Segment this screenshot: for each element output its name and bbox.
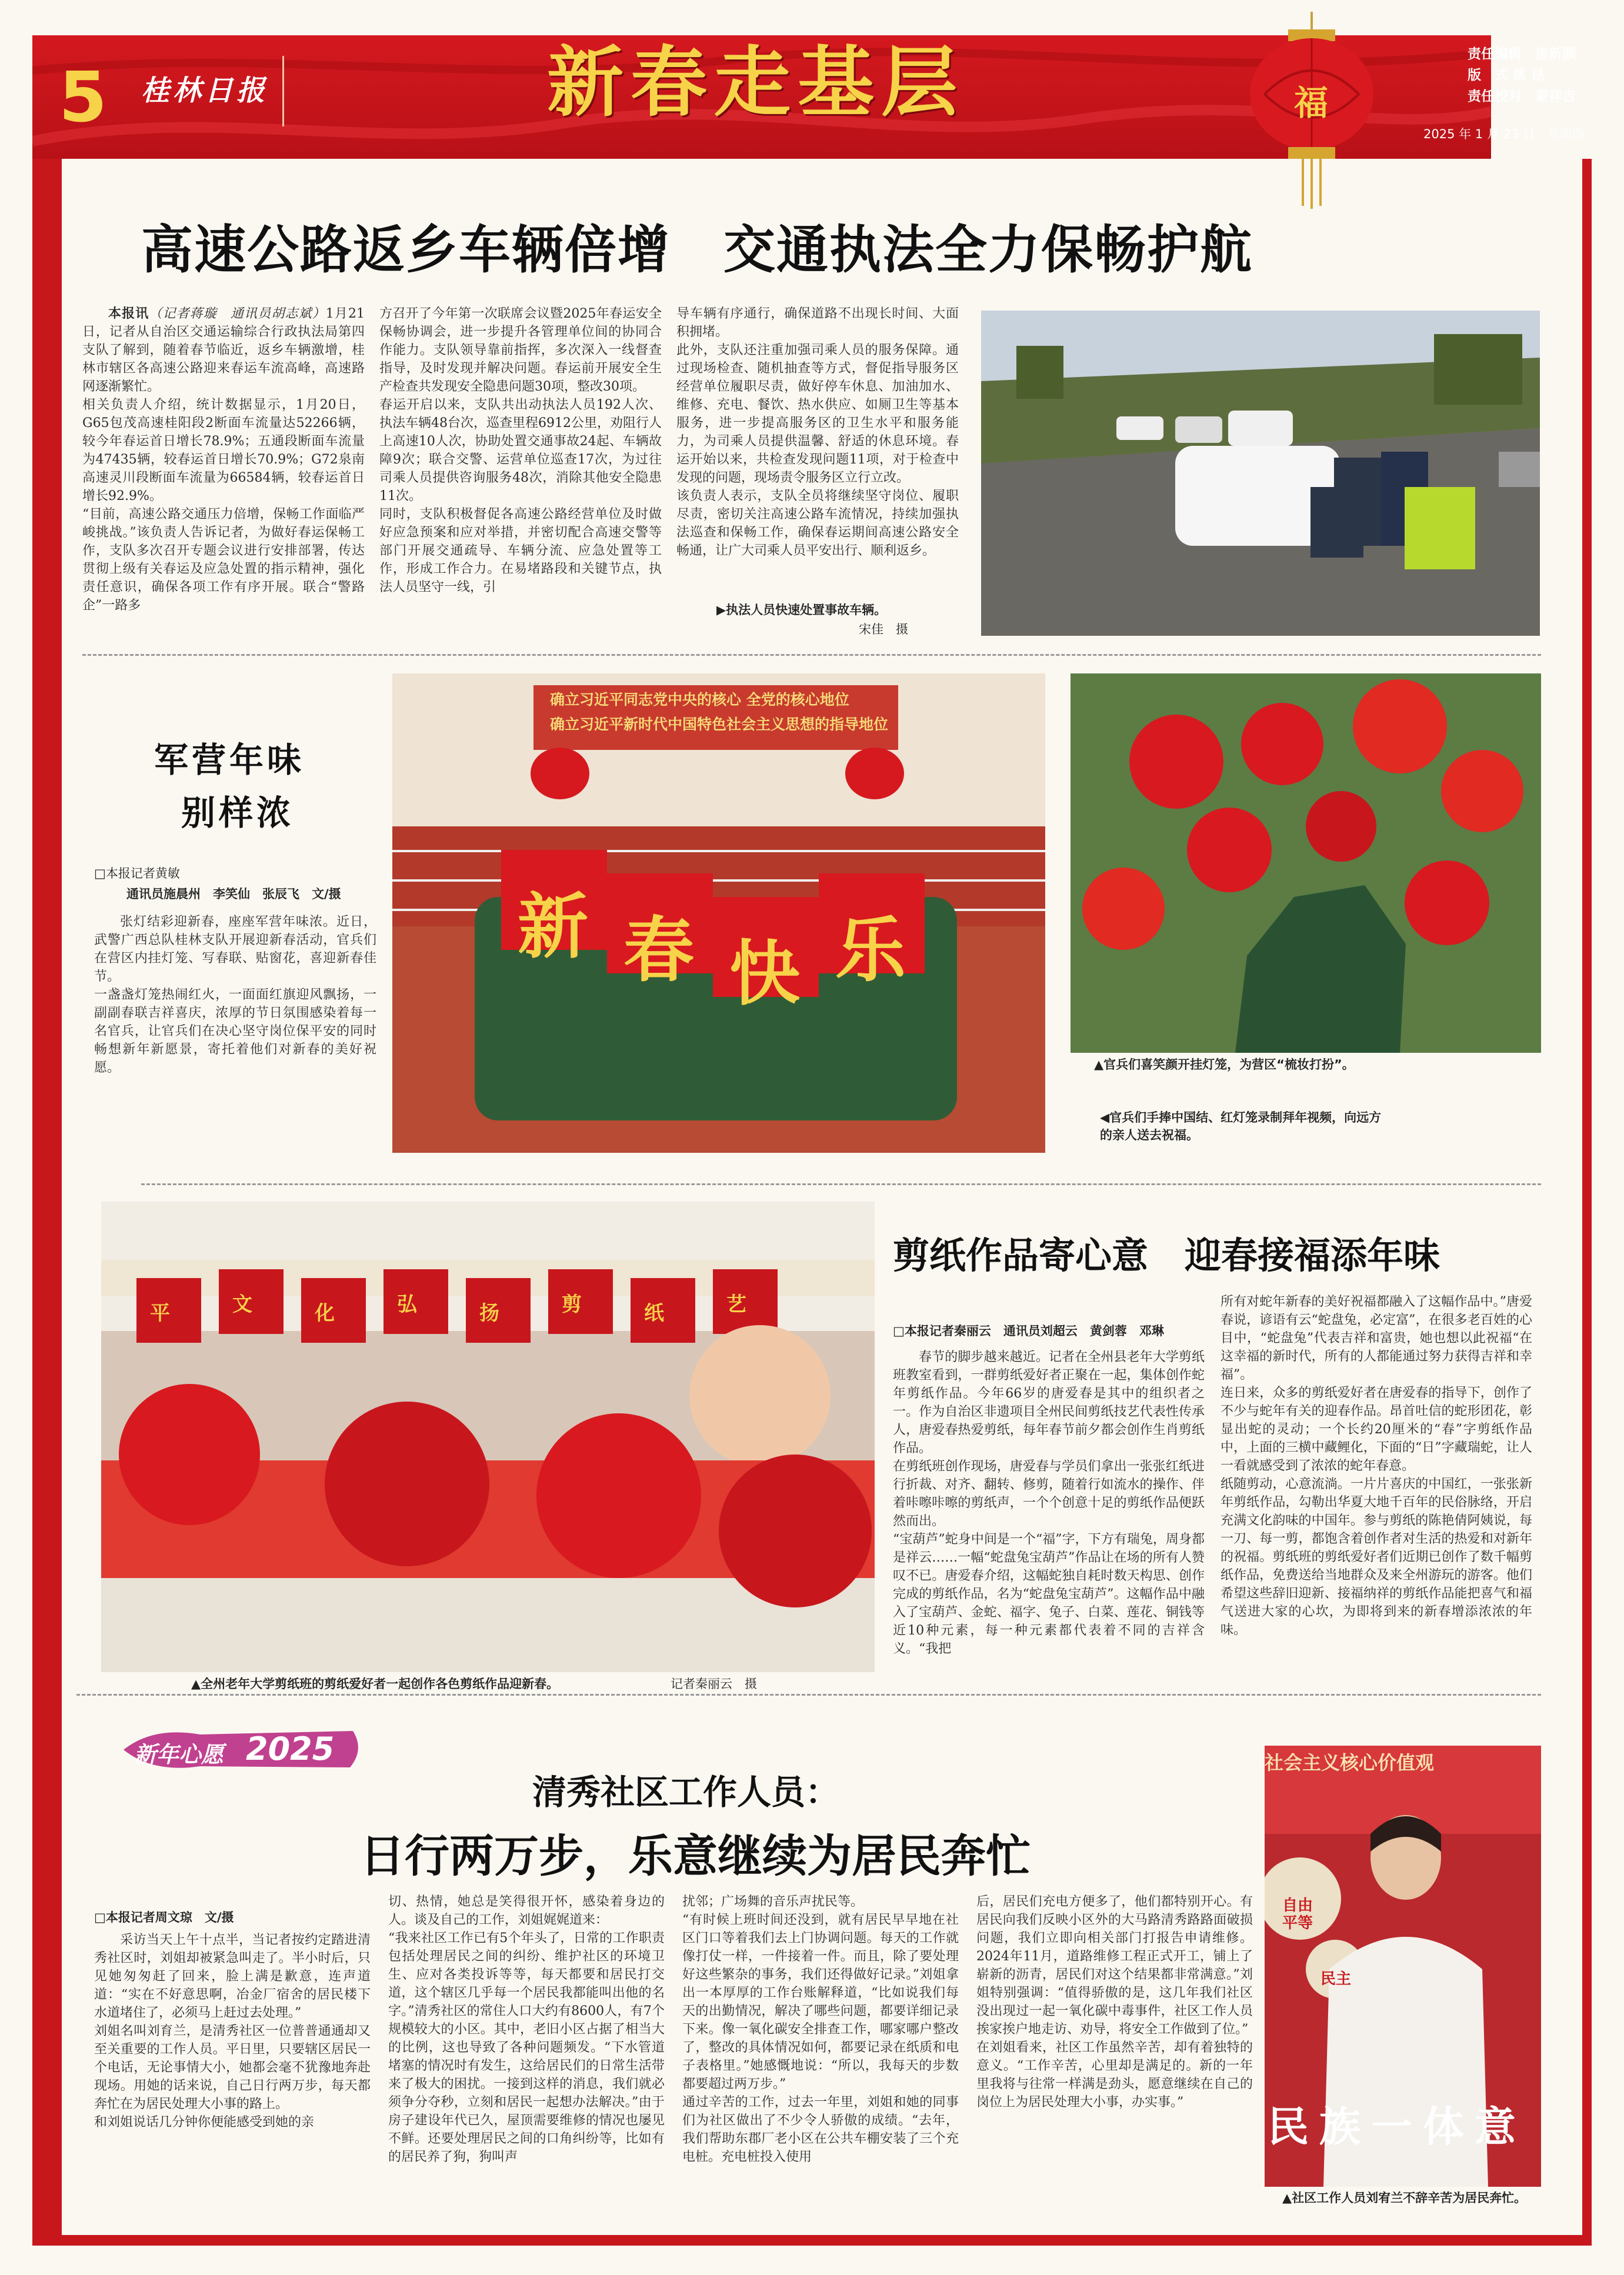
article2-title-line2: 别样浓 (181, 793, 295, 833)
article2-caption-right: ▲官兵们喜笑颜开挂灯笼，为营区“梳妆打扮”。 (1094, 1058, 1355, 1072)
article1-lead-byline: （记者蒋璇 通讯员胡志斌） (149, 306, 326, 321)
photo-badge-2: 民主 (1320, 1970, 1352, 1988)
article1-headline: 高速公路返乡车辆倍增 交通执法全力保畅护航 (141, 219, 1253, 280)
page-number: 5 (59, 56, 108, 138)
article4-byline: □本报记者周文琼 文/摄 (94, 1910, 234, 1924)
military-photo-main (392, 673, 1045, 1153)
page-border-left (32, 159, 62, 2235)
article3-headline: 剪纸作品寄心意 迎春接福添年味 (893, 1234, 1440, 1277)
article1-photo-caption: ▶执法人员快速处置事故车辆。 (716, 603, 887, 617)
article3-photo-credit: 记者秦丽云 摄 (671, 1677, 757, 1691)
photo-sign-top: 社会主义核心价值观 (1265, 1752, 1435, 1774)
article4-col3: 扰邻；广场舞的音乐声扰民等。 “有时候上班时间还没到，就有居民早早地在社区门口等着我们去上门协调问题。每天的工作就像打仗一样，一件接着一件。而且，除了要处理好这些繁杂的事务，我们还得做好记录。”刘姐拿出一本厚厚的工作台账解释道，“比如说我们每天的出勤情况，解决了哪些问题，都要详细记录下来。像一氧化碳安全排查工作，哪家哪户整改了，整改的具体情况如何，都要记录在纸质和电子表格里。”她感慨地说：“所以，我每天的步数都要超过两万步。” 通过辛苦的工作，过去一年里，刘姐和她的同事们为社区做出了不少令人骄傲的成绩。“去年，我们帮助东郡厂老小区在公共车棚安装了三个充电桩。充电桩投入使用 (682, 1894, 959, 2164)
article4-col1: 采访当天上午十点半，当记者按约定踏进清秀社区时，刘姐却被紧急叫走了。半小时后，只见她匆匆赶了回来，脸上满是歉意，连声道道：“实在不好意思啊，冶金厂宿舍的居民楼下水道堵住了，必须马上赶过去处理。” 刘姐名叫刘育兰，是清秀社区一位普普通通却又至关重要的工作人员。平日里，只要辖区居民一个电话，无论事情大小，她都会毫不犹豫地奔赴现场。用她的话来说，自己日行两万步，每天都奔忙在为居民处理大小事的路上。 和刘姐说话几分钟你便能感受到她的亲 (94, 1933, 371, 2130)
sign-char-1: 新 (518, 885, 588, 968)
wall-char-1: 平 (150, 1302, 170, 1325)
article1-col3: 导车辆有序通行，确保道路不出现长时间、大面积拥堵。 此外，支队还注重加强司乘人员的服务保障。通过现场检查、随机抽查等方式，督促指导服务区经营单位履职尽责，做好停车休息、加油加水、维修、充电、餐饮、热水供应、如厕卫生等基本服务，进一步提高服务区的卫生水平和服务能力，为司乘人员提供温馨、舒适的休息环境。春运开始以来，共检查发现问题11项，对于检查中发现的问题，现场责令服务区立行立改。 该负责人表示，支队全员将继续坚守岗位、履职尽责，密切关注高速公路车流情况，持续加强执法巡查和保畅工作，确保春运期间高速公路安全畅通，让广大司乘人员平安出行、顺利返乡。 (676, 306, 959, 558)
issue-date: 2025 年 1 月 23 日 星期四 (1423, 127, 1585, 141)
article4-headline: 日行两万步，乐意继续为居民奔忙 (360, 1830, 1031, 1882)
sign-char-3: 快 (729, 932, 800, 1015)
wall-char-4: 弘 (397, 1293, 417, 1316)
divider-3 (76, 1694, 1541, 1696)
article3-byline: □本报记者秦丽云 通讯员刘超云 黄剑蓉 邓琳 (893, 1324, 1164, 1338)
papercut-photo (101, 1202, 875, 1672)
page-border-right (1582, 159, 1592, 2235)
article3-photo-caption: ▲全州老年大学剪纸班的剪纸爱好者一起创作各色剪纸作品迎新春。 (191, 1677, 559, 1691)
wall-char-3: 化 (315, 1302, 335, 1325)
section-title: 新春走基层 (547, 38, 965, 127)
credit-proof: 责任校对 蒙祥吉 (1468, 89, 1576, 104)
wall-char-2: 文 (232, 1293, 252, 1316)
masthead: 桂林日报 (141, 74, 269, 107)
article1-col1-text: 1月21日，记者从自治区交通运输综合行政执法局第四支队了解到，随着春节临近，返乡车辆激增，桂林市辖区各高速公路迎来春运车流高峰，高速路网逐渐繁忙。 相关负责人介绍，统计数据显示，1月20日，G65包茂高速桂阳段2断面车流量达52266辆，较今年春运首日增长78.9%；五通段断面车流量为47435辆，较春运首日增长70.9%；G72泉南高速灵川段断面车流量为66584辆，较春运首日增长92.9%。 “目前，高速公路交通压力倍增，保畅工作面临严峻挑战。”该负责人告诉记者，为做好春运保畅工作，支队多次召开专题会议进行安排部署，传达贯彻上级有关春运及应急处置的指示精神，强化责任意识，确保各项工作有序开展。联合“警路企”一路多 (82, 306, 365, 613)
article1-col2: 方召开了今年第一次联席会议暨2025年春运安全保畅协调会，进一步提升各管理单位间的协同合作能力。支队领导靠前指挥，多次深入一线督查指导，及时发现并解决问题。春运前开展安全生产检查共发现安全隐患问题30项，整改30项。 春运开启以来，支队共出动执法人员192人次、执法车辆48台次，巡查里程6912公里，劝阻行人上高速10人次，协助处置交通事故24起、车辆故障9次；联合交警、运营单位巡查17次，为过往司乘人员提供咨询服务48次，消除其他安全隐患11次。 同时，支队积极督促各高速公路经营单位及时做好应急预案和应对举措，并密切配合高速交警等部门开展交通疏导、车辆分流、应急处置等工作，形成工作合力。在易堵路段和关键节点，执法人员坚守一线，引 (379, 306, 662, 595)
photo-sign-text: 民族一体意 (1268, 2102, 1526, 2151)
article4-photo-caption: ▲社区工作人员刘宥兰不辞辛苦为居民奔忙。 (1282, 2191, 1527, 2205)
article3-col2: 所有对蛇年新春的美好祝福都融入了这幅作品中。”唐爱春说，谚语有云“蛇盘兔，必定富”，在很多老百姓的心目中，“蛇盘兔”代表吉祥和富贵，她也想以此祝福“在这幸福的新时代，所有的人都能通过努力获得吉祥和幸福”。 连日来，众多的剪纸爱好者在唐爱春的指导下，创作了不少与蛇年有关的迎春作品。昂首吐信的蛇形团花，彰显出蛇的灵动；一个长约20厘米的“春”字剪纸作品中，上面的三横中藏鲤化，下面的“日”字藏瑞蛇，让人一看就感受到了浓浓的蛇年春意。 纸随剪动，心意流淌。一片片喜庆的中国红，一张张新年剪纸作品，勾勒出华夏大地千百年的民俗脉络，开启充满文化韵味的中国年。参与剪纸的陈艳倩阿姨说，每一刀、每一剪，都饱含着创作者对生活的热爱和对新年的祝福。剪纸班的剪纸爱好者们近期已创作了数千幅剪纸作品，免费送给当地群众及来全州游玩的游客。他们希望这些辞旧迎新、接福纳祥的剪纸作品能把喜气和福气送进大家的心坎，为即将到来的新春增添浓浓的年味。 (1220, 1295, 1532, 1637)
article4-kicker: 清秀社区工作人员： (532, 1772, 840, 1812)
credit-editor: 责任编辑 唐新颜 (1468, 46, 1576, 62)
wall-char-5: 扬 (479, 1302, 499, 1325)
military-photo-lanterns (1071, 673, 1541, 1053)
photo-badge-1: 自由平等 (1282, 1897, 1313, 1932)
page-border-bottom (32, 2235, 1592, 2246)
credit-layout: 版 式 姚 昆 (1468, 68, 1545, 83)
article2-caption-left: ◀官兵们手捧中国结、红灯笼录制拜年视频，向远方的亲人送去祝福。 (1100, 1110, 1382, 1142)
wall-char-8: 艺 (726, 1293, 746, 1316)
military-banner: 确立习近平同志党中央的核心 全党的核心地位 (550, 691, 849, 708)
credits (1468, 44, 1622, 107)
wish-badge-year: 2025 (246, 1730, 335, 1767)
article4-col4: 后，居民们充电方便多了，他们都特别开心。有居民向我们反映小区外的大马路清秀路路面破损问题，我们立即向相关部门打报告申请维修。2024年11月，道路维修工程正式开工，铺上了崭新的沥青，居民们对这个结果都非常满意。”刘姐特别强调：“值得骄傲的是，这几年我们社区没出现过一起一氧化碳中毒事件，社区工作人员挨家挨户地走访、劝导，将安全工作做到了位。” 在刘姐看来，社区工作虽然辛苦，却有着独特的意义。“工作辛苦，心里却是满足的。新的一年里我将与往常一样满是劲头，愿意继续在自己的岗位上为居民处理大小事，办实事。” (976, 1894, 1253, 2110)
article4-col2: 切、热情，她总是笑得很开怀，感染着身边的人。谈及自己的工作，刘姐娓娓道来： “我来社区工作已有5个年头了，日常的工作职责包括处理居民之间的纠纷、维护社区的环境卫生、应对各类投诉等等，每天都要和居民打交道，这个辖区几乎每一个居民我都能叫出他的名字。”清秀社区的常住人口大约有8600人，有7个规模较大的小区。其中，老旧小区占据了相当大的比例，这也导致了各种问题频发。“下水管道堵塞的情况时有发生，这给居民们的日常生活带来了极大的困扰。一接到这样的消息，我们就必须争分夺秒，立刻和居民一起想办法解决。”由于房子建设年代已久，屋顶需要维修的情况也屡见不鲜。还要处理居民之间的口角纠纷等，比如有的居民养了狗，狗叫声 (388, 1894, 665, 2164)
header-divider (282, 56, 284, 126)
wall-char-7: 纸 (644, 1302, 664, 1325)
article1-lead-tag: 本报讯 (108, 306, 149, 321)
wish-badge-text: 新年心愿 (134, 1741, 224, 1767)
article2-body: 张灯结彩迎新春，座座军营年味浓。近日，武警广西总队桂林支队开展迎新春活动，官兵们在营区内挂灯笼、写春联、贴窗花，喜迎新春佳节。 一盏盏灯笼热闹红火，一面面红旗迎风飘扬，一副副春联吉祥喜庆，浓厚的节日氛围感染着每一名官兵，让官兵们在决心坚守岗位保平安的同时畅想新年新愿景，寄托着他们对新春的美好祝愿。 (94, 915, 376, 1075)
article3-col1: 春节的脚步越来越近。记者在全州县老年大学剪纸班教室看到，一群剪纸爱好者正聚在一起，集体创作蛇年剪纸作品。今年66岁的唐爱春是其中的组织者之一。作为自治区非遗项目全州民间剪纸技艺代表性传承人，唐爱春热爱剪纸，每年春节前夕都会创作生肖剪纸作品。 在剪纸班创作现场，唐爱春与学员们拿出一张张红纸进行折裁、对齐、翻转、修剪，随着行如流水的操作、伴着咔嚓咔嚓的剪纸声，一个个创意十足的剪纸作品便跃然而出。 “宝葫芦”蛇身中间是一个“福”字，下方有瑞兔，周身都是祥云……一幅“蛇盘兔宝葫芦”作品让在场的所有人赞叹不已。唐爱春介绍，这幅蛇独自耗时数天构思、创作完成的剪纸作品，名为“蛇盘兔宝葫芦”。这幅作品中融入了宝葫芦、金蛇、福字、兔子、白菜、莲花、铜钱等近10种元素，每一种元素都代表着不同的吉祥含义。“我把 (893, 1350, 1205, 1656)
article2-byline1: □本报记者黄敏 (94, 866, 180, 880)
military-banner-2: 确立习近平新时代中国特色社会主义思想的指导地位 (550, 716, 889, 733)
highway-photo (981, 311, 1540, 636)
divider-2 (141, 1183, 1541, 1185)
sign-char-4: 乐 (835, 909, 906, 992)
lantern-char: 福 (1294, 83, 1329, 123)
article2-byline2: 通讯员施晨州 李笑仙 张辰飞 文/摄 (126, 887, 341, 901)
article1-photo-credit: 宋佳 摄 (859, 622, 908, 636)
divider-1 (82, 654, 1541, 656)
article1-col1 (82, 305, 365, 615)
header-bar (0, 0, 1624, 159)
sign-char-2: 春 (623, 909, 694, 992)
wall-char-6: 剪 (562, 1293, 582, 1316)
article2-title-line1: 军营年味 (154, 740, 305, 780)
